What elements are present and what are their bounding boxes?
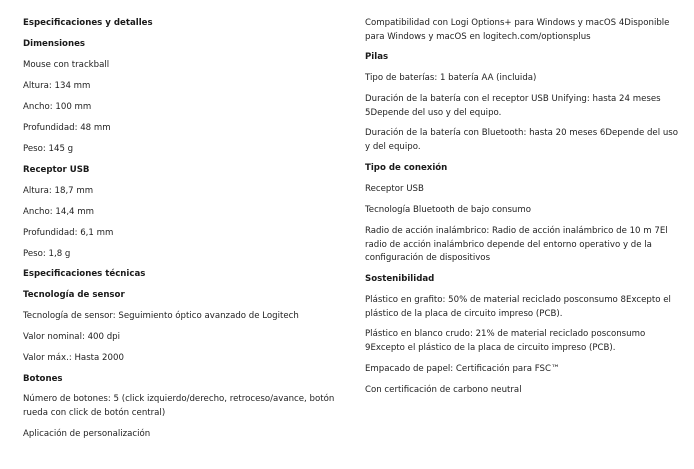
spec-paper-packaging: Empacado de papel: Certificación para FSC™ [365,364,560,374]
spec-mouse-width: Ancho: 100 mm [23,102,92,112]
heading-sensor-technology: Tecnología de sensor [23,290,125,300]
spec-receiver-weight: Peso: 1,8 g [23,249,71,259]
spec-receiver-height: Altura: 18,7 mm [23,186,94,196]
spec-wireless-range: Radio de acción inalámbrico: Radio de acción inalámbrico de 10 m 7El radio de acción inalámbrico depende del entorno operativo y de la configuración de dispositivos [365,226,668,263]
heading-batteries: Pilas [365,52,389,62]
spec-connection-bluetooth-le: Tecnología Bluetooth de bajo consumo [365,205,531,215]
heading-dimensions: Dimensiones [23,39,86,49]
heading-buttons: Botones [23,374,63,384]
spec-mouse-weight: Peso: 145 g [23,144,74,154]
heading-usb-receiver: Receptor USB [23,165,90,175]
spec-battery-life-unifying: Duración de la batería con el receptor USB Unifying: hasta 24 meses 5Depende del uso y del equipo. [365,94,661,118]
spec-receiver-width: Ancho: 14,4 mm [23,207,94,217]
spec-graphite-plastic: Plástico en grafito: 50% de material reciclado posconsumo 8Excepto el plástico de la placa de circuito impreso (PCB). [365,295,671,319]
spec-max-dpi: Valor máx.: Hasta 2000 [23,353,124,363]
spec-carbon-neutral: Con certificación de carbono neutral [365,385,522,395]
spec-battery-life-bluetooth: Duración de la batería con Bluetooth: hasta 20 meses 6Depende del uso y del equipo. [365,128,679,152]
spec-mouse-depth: Profundidad: 48 mm [23,123,111,133]
heading-technical-specs: Especificaciones técnicas [23,269,146,279]
spec-nominal-dpi: Valor nominal: 400 dpi [23,332,121,342]
section-title-specs-details: Especificaciones y detalles [23,18,153,28]
spec-sensor-technology: Tecnología de sensor: Seguimiento óptico avanzado de Logitech [23,311,299,321]
spec-mouse-type: Mouse con trackball [23,60,110,70]
spec-off-white-plastic: Plástico en blanco crudo: 21% de material reciclado posconsumo 9Excepto el plástico de la placa de circuito impreso (PCB). [365,329,646,353]
spec-battery-type: Tipo de baterías: 1 batería AA (incluida) [365,73,537,83]
spec-customization-app: Aplicación de personalización [23,429,151,439]
spec-connection-usb-receiver: Receptor USB [365,184,424,194]
spec-mouse-height: Altura: 134 mm [23,81,91,91]
heading-connection-type: Tipo de conexión [365,163,448,173]
spec-receiver-depth: Profundidad: 6,1 mm [23,228,114,238]
spec-logi-options-compat: Compatibilidad con Logi Options+ para Windows y macOS 4Disponible para Windows y macOS en logitech.com/optionsplus [365,18,670,42]
heading-sustainability: Sostenibilidad [365,274,435,284]
spec-button-count: Número de botones: 5 (click izquierdo/derecho, retroceso/avance, botón rueda con click de botón central) [23,394,335,418]
